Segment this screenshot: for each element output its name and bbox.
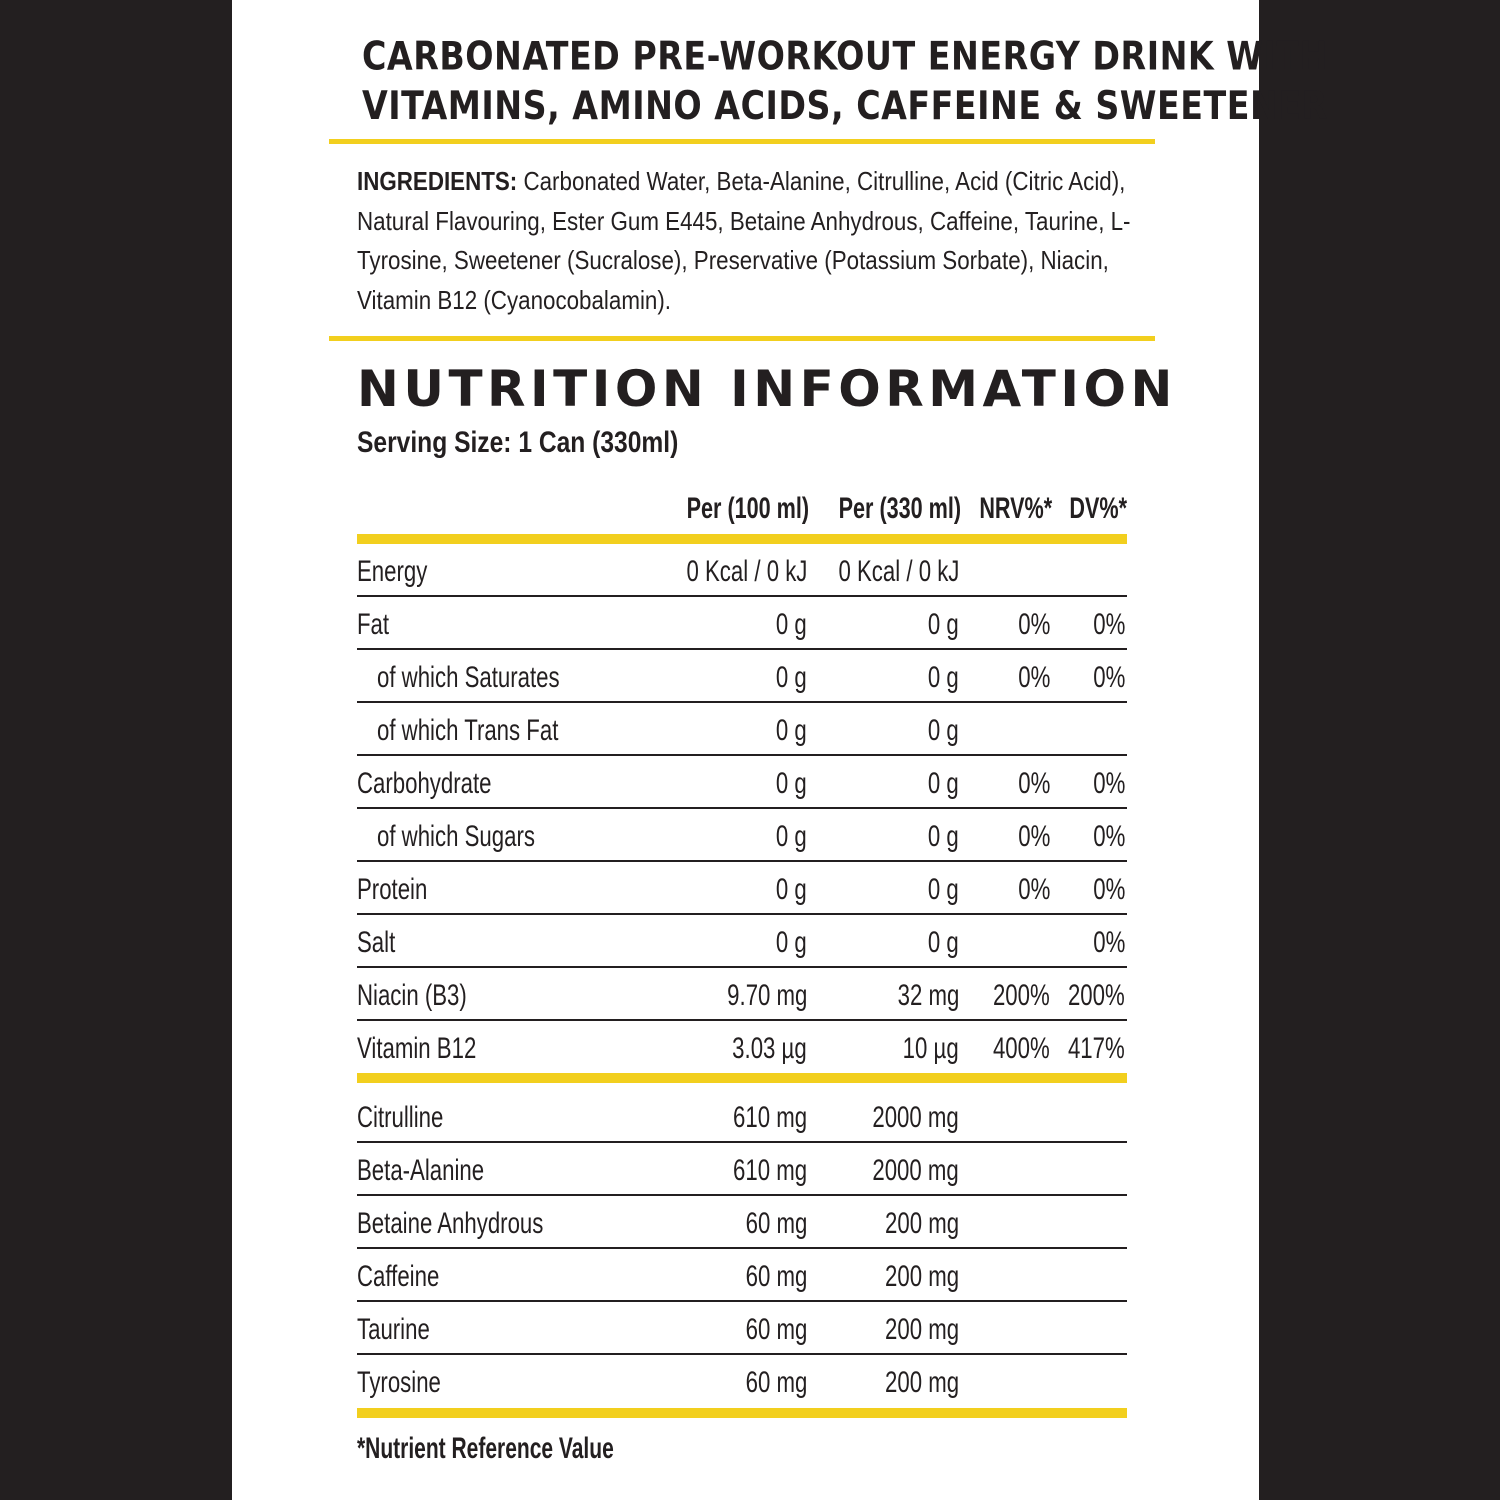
table-row — [357, 1249, 1127, 1302]
value-nrv: 0% — [1017, 661, 1050, 694]
value-per330: 2000 mg — [872, 1101, 959, 1134]
table-row — [357, 756, 1127, 809]
value-per330: 200 mg — [884, 1207, 959, 1240]
active-name: Betaine Anhydrous — [357, 1207, 544, 1240]
value-dv: 200% — [1068, 979, 1125, 1012]
col-header-per330: Per (330 ml) — [838, 492, 961, 525]
value-per330: 10 µg — [902, 1032, 959, 1065]
value-per330: 0 Kcal / 0 kJ — [838, 555, 959, 588]
value-per100: 610 mg — [732, 1101, 807, 1134]
value-per100: 0 g — [776, 873, 807, 906]
table-row — [357, 597, 1127, 650]
value-dv: 0% — [1092, 873, 1125, 906]
label-panel — [232, 0, 1328, 1500]
table-row — [357, 703, 1127, 756]
col-header-per100: Per (100 ml) — [686, 492, 809, 525]
nutrient-name: of which Sugars — [377, 820, 535, 853]
value-per330: 32 mg — [897, 979, 959, 1012]
active-name: Citrulline — [357, 1101, 444, 1134]
value-nrv: 200% — [993, 979, 1050, 1012]
value-per330: 0 g — [928, 873, 959, 906]
product-title — [362, 32, 1328, 131]
nutrient-name: of which Saturates — [377, 661, 560, 694]
table-row — [357, 915, 1127, 968]
value-per100: 60 mg — [745, 1313, 807, 1346]
active-name: Taurine — [357, 1313, 430, 1346]
nutrient-name: Energy — [357, 555, 428, 588]
value-dv: 0% — [1092, 767, 1125, 800]
table-row — [357, 1302, 1127, 1355]
value-per100: 0 Kcal / 0 kJ — [686, 555, 807, 588]
value-per100: 60 mg — [745, 1366, 807, 1399]
table-mid-bar — [357, 1073, 1127, 1083]
value-dv: 0% — [1092, 661, 1125, 694]
value-per100: 0 g — [776, 608, 807, 641]
value-nrv: 400% — [993, 1032, 1050, 1065]
value-per330: 0 g — [928, 714, 959, 747]
value-per100: 610 mg — [732, 1154, 807, 1187]
value-per330: 0 g — [928, 608, 959, 641]
value-per100: 60 mg — [745, 1260, 807, 1293]
value-per330: 200 mg — [884, 1313, 959, 1346]
col-header-nrv: NRV%* — [979, 492, 1052, 525]
table-row — [357, 1143, 1127, 1196]
footnote: *Nutrient Reference Value — [357, 1432, 614, 1465]
table-header-bar — [357, 534, 1127, 544]
nutrient-name: Vitamin B12 — [357, 1032, 477, 1065]
table-bottom-bar — [357, 1408, 1127, 1418]
value-per100: 9.70 mg — [726, 979, 807, 1012]
nutrition-title: NUTRITION INFORMATION — [357, 360, 1177, 418]
table-row — [357, 1196, 1127, 1249]
value-per100: 60 mg — [745, 1207, 807, 1240]
nutrient-name: of which Trans Fat — [377, 714, 559, 747]
value-nrv: 0% — [1017, 873, 1050, 906]
value-per330: 2000 mg — [872, 1154, 959, 1187]
value-per330: 0 g — [928, 661, 959, 694]
table-row — [357, 968, 1127, 1021]
divider-ingredients — [329, 336, 1155, 341]
value-dv: 0% — [1092, 926, 1125, 959]
table-row — [357, 862, 1127, 915]
value-per330: 0 g — [928, 820, 959, 853]
ingredients-label: INGREDIENTS: — [357, 166, 518, 196]
value-nrv: 0% — [1017, 767, 1050, 800]
value-nrv: 0% — [1017, 608, 1050, 641]
table-row — [357, 544, 1127, 597]
table-row — [357, 1021, 1127, 1074]
value-per100: 3.03 µg — [732, 1032, 807, 1065]
title-line-2: VITAMINS, AMINO ACIDS, CAFFEINE & SWEETENER — [362, 83, 1328, 129]
value-dv: 417% — [1068, 1032, 1125, 1065]
table-row — [357, 1355, 1127, 1408]
value-per330: 200 mg — [884, 1366, 959, 1399]
value-per330: 200 mg — [884, 1260, 959, 1293]
value-dv: 0% — [1092, 608, 1125, 641]
nutrient-name: Salt — [357, 926, 396, 959]
nutrient-name: Carbohydrate — [357, 767, 492, 800]
table-row — [357, 650, 1127, 703]
title-line-1: CARBONATED PRE-WORKOUT ENERGY DRINK WITH — [362, 33, 1328, 79]
ingredients-block — [357, 162, 1135, 320]
nutrient-name: Fat — [357, 608, 390, 641]
active-name: Beta-Alanine — [357, 1154, 485, 1187]
value-nrv: 0% — [1017, 820, 1050, 853]
value-per330: 0 g — [928, 926, 959, 959]
active-name: Caffeine — [357, 1260, 440, 1293]
table-row — [357, 1090, 1127, 1143]
value-per100: 0 g — [776, 820, 807, 853]
divider-top — [329, 139, 1155, 144]
ingredients-text: Carbonated Water, Beta-Alanine, Citrulline, Acid (Citric Acid), Natural Flavouring, Ester Gum E445, Betaine Anhydrous, Caffeine, Taurine, L-Tyrosine, Sweetener (Sucralose), Preservative (Potassium Sorbate), Niacin, Vitamin B12 (Cyanocobalamin). — [357, 166, 1131, 315]
table-row — [357, 809, 1127, 862]
value-per100: 0 g — [776, 767, 807, 800]
value-per100: 0 g — [776, 926, 807, 959]
active-name: Tyrosine — [357, 1366, 441, 1399]
nutrient-name: Protein — [357, 873, 428, 906]
col-header-dv: DV%* — [1069, 492, 1127, 525]
serving-size: Serving Size: 1 Can (330ml) — [357, 426, 679, 459]
value-dv: 0% — [1092, 820, 1125, 853]
value-per100: 0 g — [776, 661, 807, 694]
nutrient-name: Niacin (B3) — [357, 979, 467, 1012]
value-per100: 0 g — [776, 714, 807, 747]
value-per330: 0 g — [928, 767, 959, 800]
